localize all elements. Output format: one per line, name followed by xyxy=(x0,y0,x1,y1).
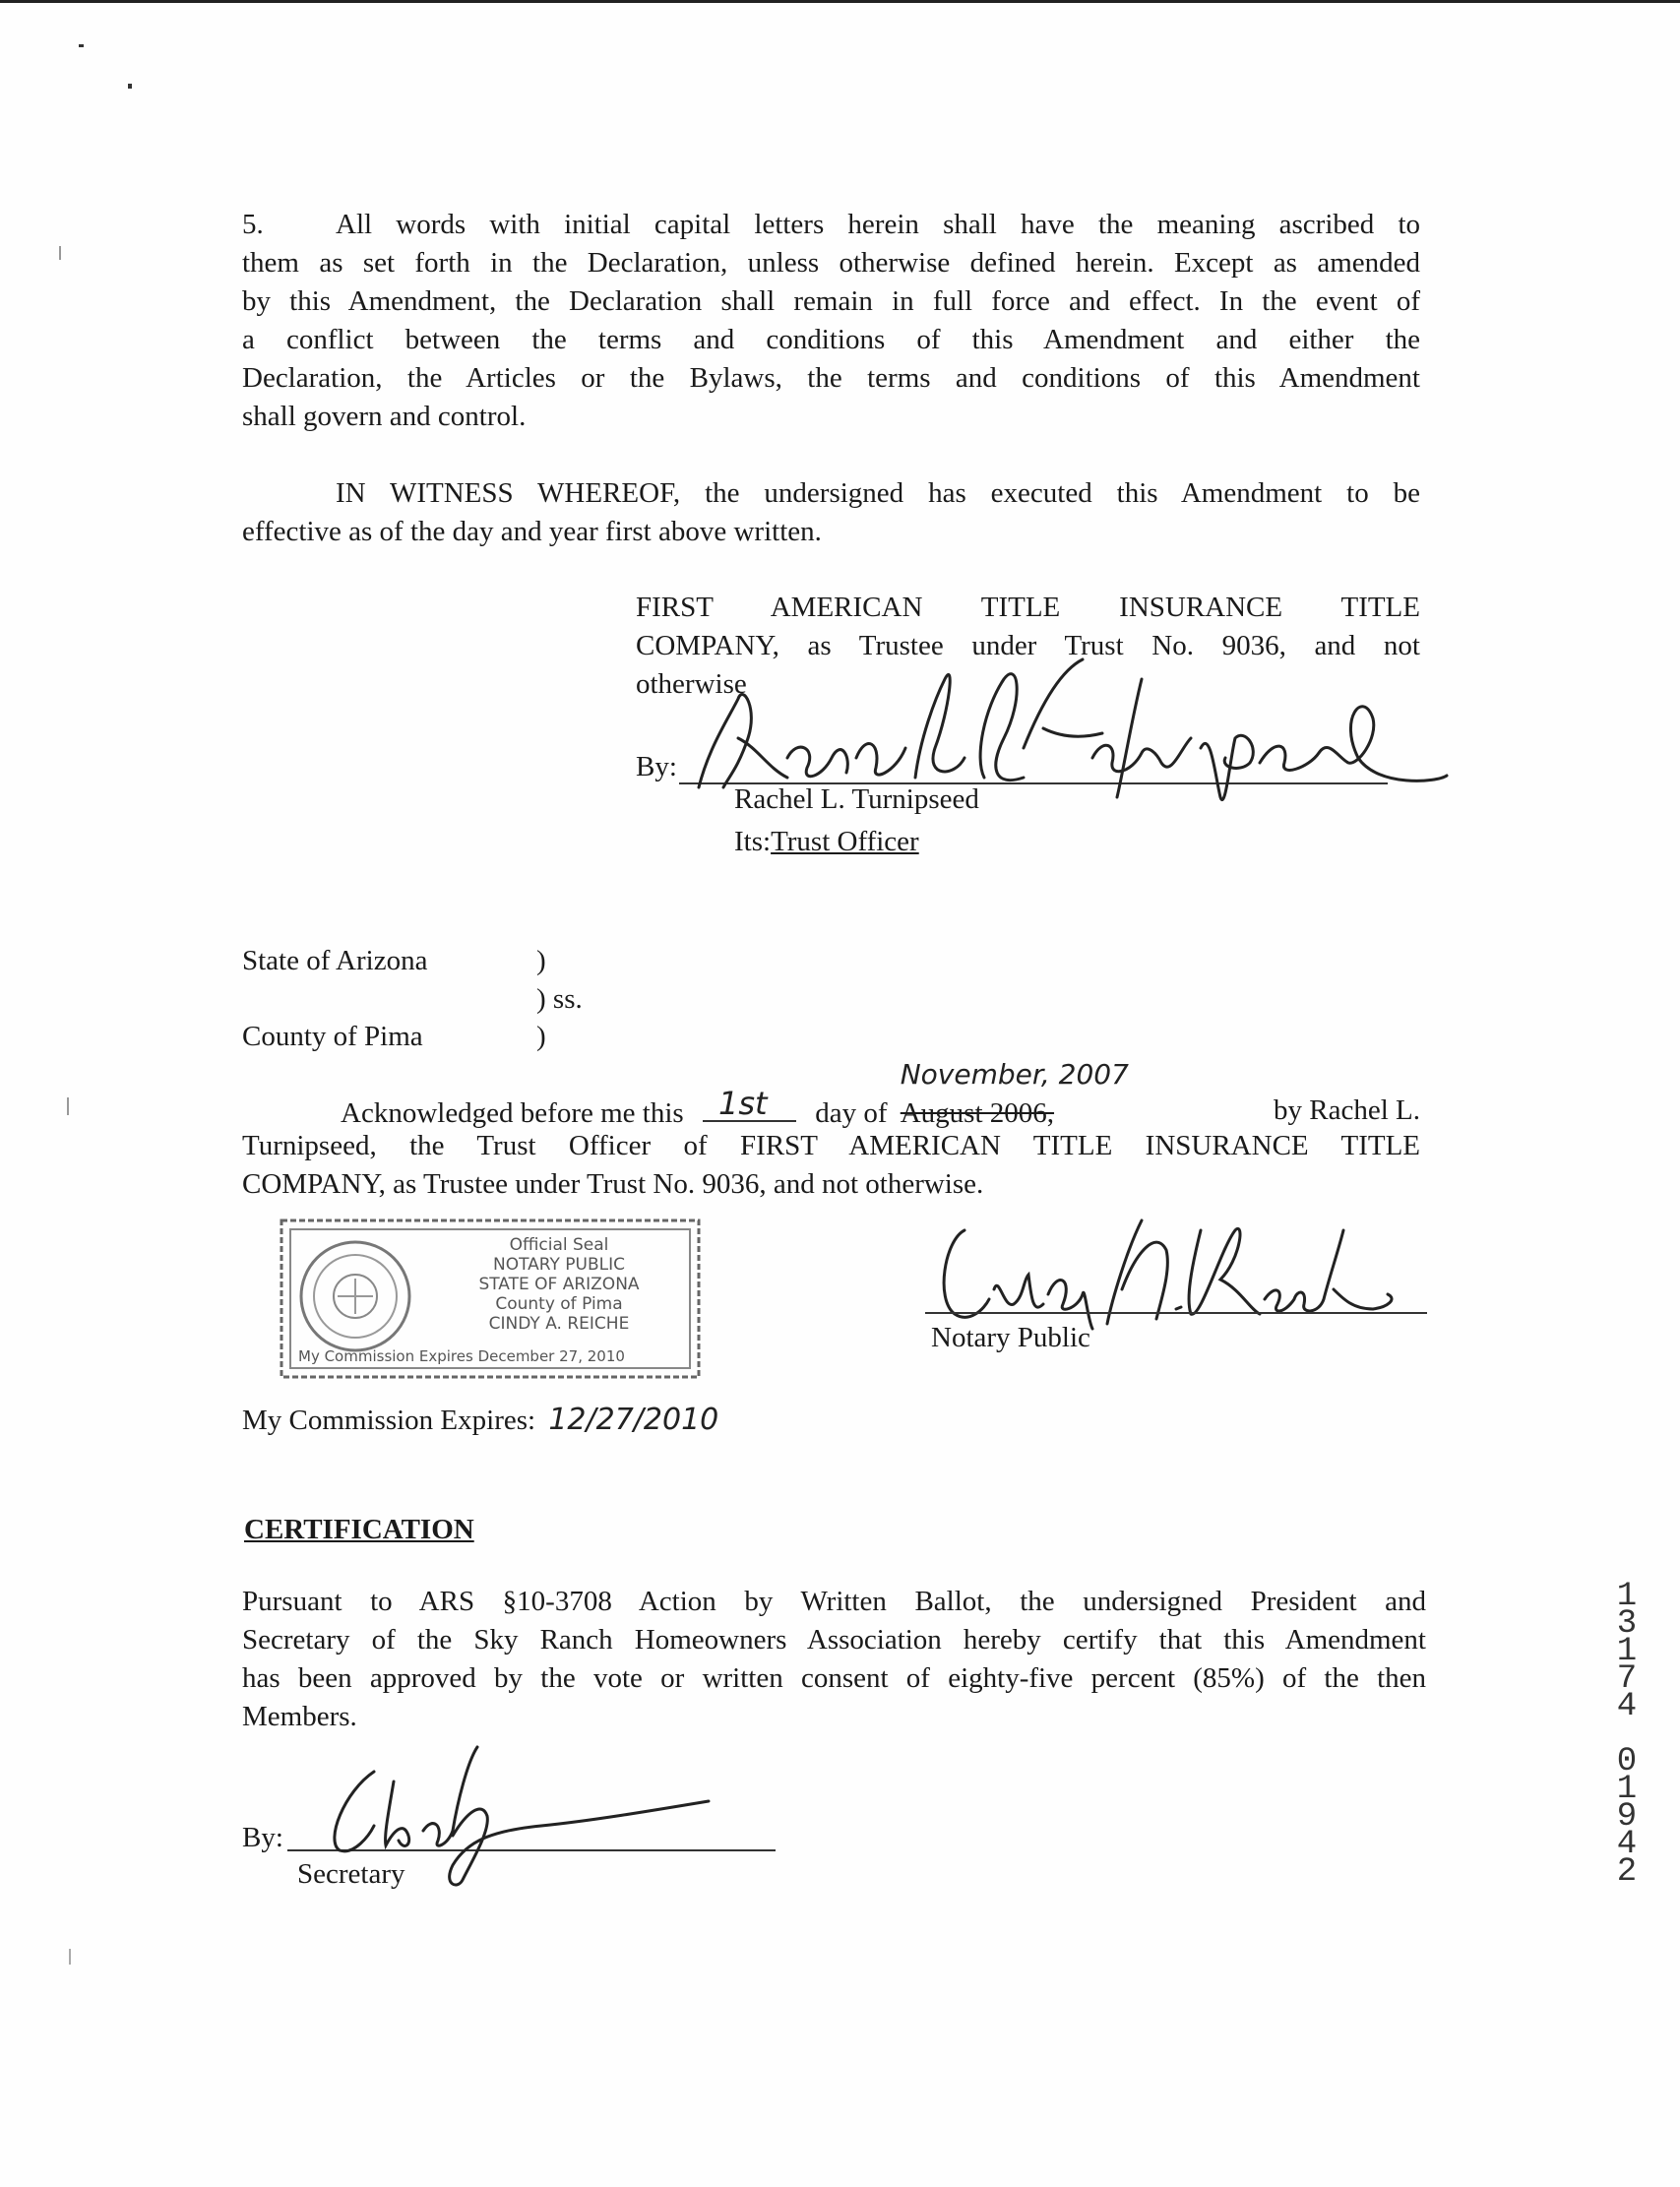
top-edge-line xyxy=(0,0,1680,3)
certification-by-label: By: xyxy=(242,1822,283,1853)
its-title: Trust Officer xyxy=(771,826,919,857)
venue-county: County of Pima xyxy=(242,1021,423,1052)
commission-date: 12/27/2010 xyxy=(548,1403,719,1437)
notary-label: Notary Public xyxy=(931,1322,1090,1353)
certification-role: Secretary xyxy=(297,1858,405,1890)
ack-day-handwritten: 1st xyxy=(717,1085,768,1122)
trustee-its-line xyxy=(734,826,919,858)
venue-paren-2: ) xyxy=(536,1021,546,1052)
witness-paragraph xyxy=(242,474,1420,551)
paragraph-5-line-5: Declaration, the Articles or the Bylaws, the terms and conditions of this Amendment xyxy=(242,362,1420,394)
paragraph-5-line-4: a conflict between the terms and conditions of this Amendment and either the xyxy=(242,324,1420,355)
paragraph-number: 5. xyxy=(242,209,264,240)
side-digit: 2 xyxy=(1616,1853,1638,1891)
commission-label: My Commission Expires: xyxy=(242,1405,536,1436)
ack-month-struck: August 2006, xyxy=(900,1097,1055,1129)
seal-line-3: STATE OF ARIZONA xyxy=(478,1275,640,1294)
ack-suffix: by Rachel L. xyxy=(1274,1094,1420,1126)
paragraph-5-line-1: All words with initial capital letters herein shall have the meaning ascribed to xyxy=(336,209,1420,240)
venue-ss: ) ss. xyxy=(536,983,583,1015)
seal-text xyxy=(426,1235,692,1334)
side-digit: 4 xyxy=(1616,1688,1638,1725)
certification-line-3: has been approved by the vote or written consent of eighty-five percent (85%) of the then xyxy=(242,1662,1426,1694)
side-digit: 1 xyxy=(1616,1633,1638,1670)
certification-heading: CERTIFICATION xyxy=(244,1514,474,1545)
seal-line-2: NOTARY PUBLIC xyxy=(492,1255,626,1275)
witness-line-2: effective as of the day and year first above written. xyxy=(242,516,822,547)
notary-seal-stamp xyxy=(279,1218,702,1380)
side-digit: 7 xyxy=(1616,1660,1638,1698)
seal-line-4: County of Pima xyxy=(495,1294,623,1314)
seal-line-1: Official Seal xyxy=(509,1235,609,1255)
certification-line-1: Pursuant to ARS §10-3708 Action by Written Ballot, the undersigned President and xyxy=(242,1586,1426,1617)
paragraph-5 xyxy=(242,206,1420,436)
side-digit: 1 xyxy=(1616,1578,1638,1615)
side-digit: 4 xyxy=(1616,1826,1638,1863)
seal-line-5: CINDY A. REICHE xyxy=(488,1314,630,1334)
side-digit: 3 xyxy=(1616,1605,1638,1643)
scan-speck xyxy=(69,1949,71,1965)
ack-day-of: day of xyxy=(815,1097,888,1129)
trustee-signer-name: Rachel L. Turnipseed xyxy=(734,783,979,815)
certification-line-2: Secretary of the Sky Ranch Homeowners Association hereby certify that this Amendment xyxy=(242,1624,1426,1656)
acknowledgment-line-1 xyxy=(341,1058,1420,1130)
scan-speck xyxy=(128,84,132,89)
ack-month-handwritten: November, 2007 xyxy=(900,1058,1129,1091)
notary-signature-line xyxy=(925,1312,1427,1314)
trustee-line-2: COMPANY, as Trustee under Trust No. 9036, and not xyxy=(636,630,1420,661)
ack-line-3: COMPANY, as Trustee under Trust No. 9036, and not otherwise. xyxy=(242,1168,984,1200)
side-digit: 1 xyxy=(1616,1771,1638,1808)
scan-speck xyxy=(67,1097,69,1115)
recording-number-vertical xyxy=(1612,1578,1642,1891)
witness-line-1: IN WITNESS WHEREOF, the undersigned has executed this Amendment to be xyxy=(336,477,1420,509)
venue-paren-1: ) xyxy=(536,945,546,976)
paragraph-5-line-6: shall govern and control. xyxy=(242,401,527,432)
side-digit: 0 xyxy=(1616,1743,1638,1781)
trustee-line-1: FIRST AMERICAN TITLE INSURANCE TITLE xyxy=(636,592,1420,623)
ack-month-group xyxy=(900,1058,1129,1130)
ack-day-blank xyxy=(703,1085,796,1122)
its-label: Its: xyxy=(734,826,772,857)
trustee-by-label: By: xyxy=(636,751,677,782)
trustee-line-3: otherwise xyxy=(636,668,747,700)
paragraph-5-line-3: by this Amendment, the Declaration shall remain in full force and effect. In the event of xyxy=(242,285,1420,317)
seal-expiry: My Commission Expires December 27, 2010 xyxy=(298,1347,625,1365)
certification-paragraph xyxy=(242,1583,1426,1736)
scan-speck xyxy=(79,44,84,47)
notary-signature xyxy=(925,1191,1398,1339)
scan-speck xyxy=(59,246,61,260)
ack-line-2: Turnipseed, the Trust Officer of FIRST AMERICAN TITLE INSURANCE TITLE xyxy=(242,1130,1420,1161)
paragraph-5-line-2: them as set forth in the Declaration, unless otherwise defined herein. Except as amended xyxy=(242,247,1420,279)
side-digit: 9 xyxy=(1616,1798,1638,1836)
commission-line xyxy=(242,1403,718,1437)
certification-line-4: Members. xyxy=(242,1701,357,1732)
ack-prefix: Acknowledged before me this xyxy=(341,1097,684,1129)
venue-state: State of Arizona xyxy=(242,945,428,976)
